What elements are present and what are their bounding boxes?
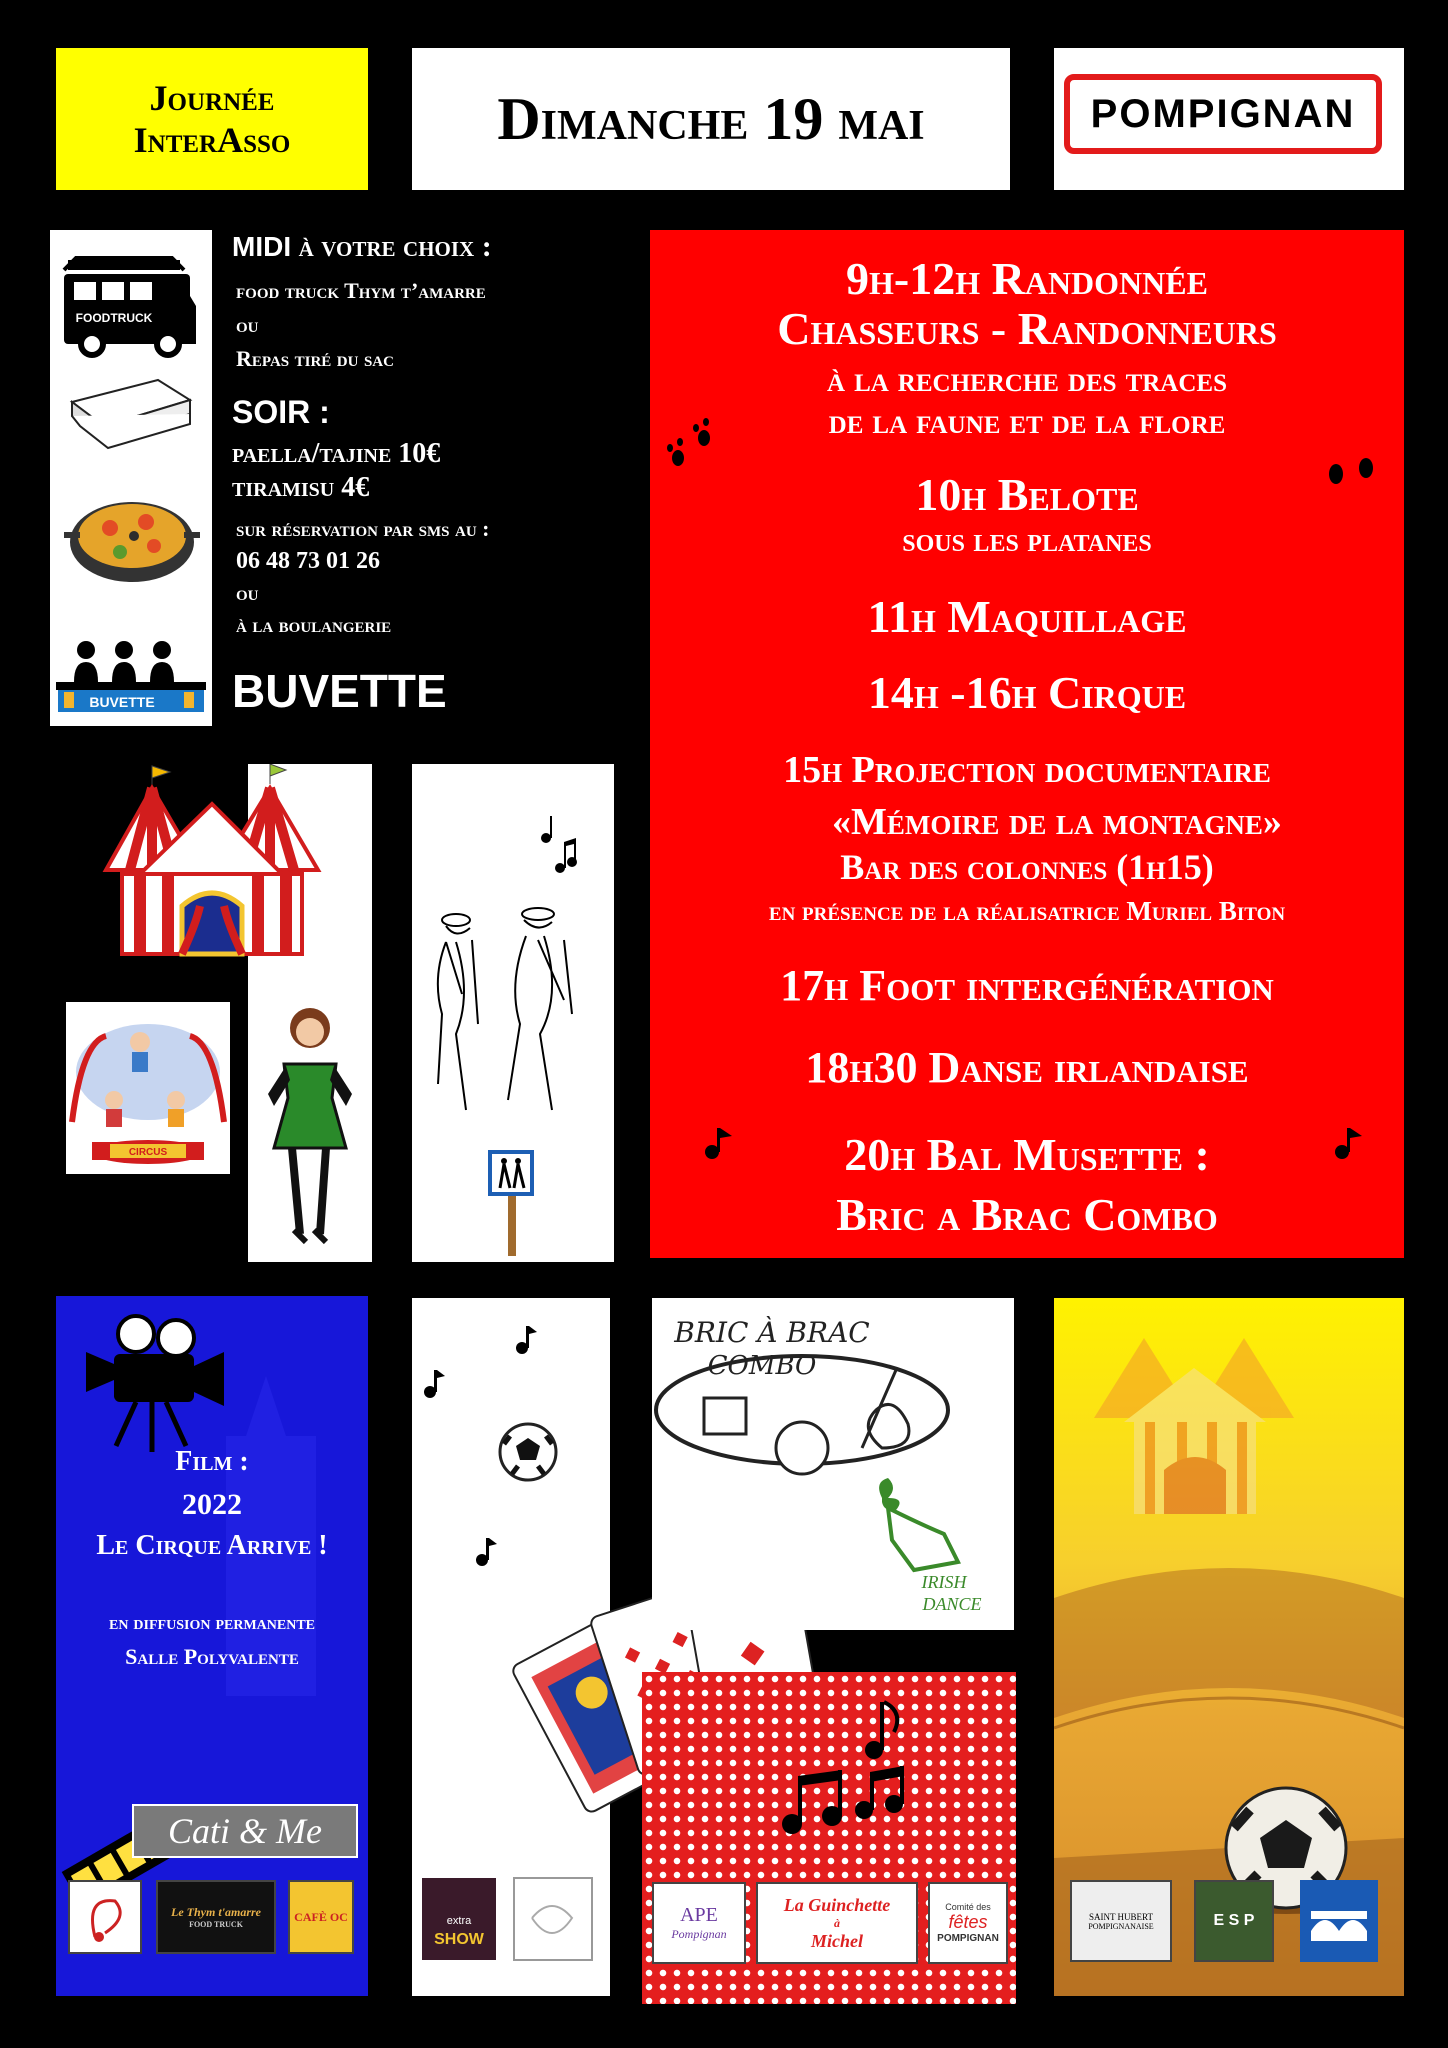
band-panel	[652, 1298, 1014, 1630]
program-hike-desc2: de la faune et de la flore	[828, 401, 1226, 441]
program-hike: 9h-12h Randonnée	[846, 253, 1208, 304]
buvette-icon	[56, 641, 206, 712]
film-room: Salle Polyvalente	[125, 1644, 299, 1669]
irish-dance-line2: DANCE	[922, 1594, 982, 1614]
packed-lunch-option: Repas tiré du sac	[236, 346, 394, 371]
event-date-text: Dimanche 19 mai	[497, 85, 925, 152]
town-box	[1054, 48, 1404, 190]
buvette-icon-label: BUVETTE	[89, 694, 155, 710]
irish-dance-logo	[879, 1478, 981, 1614]
or-text-1: ou	[236, 312, 259, 337]
town-name: POMPIGNAN	[1090, 91, 1356, 136]
hikers-image	[412, 764, 614, 1262]
bakery-text: à la boulangerie	[236, 612, 392, 637]
band-logo-line2: COMBO	[707, 1351, 817, 1381]
program-projection: 15h Projection documentaire	[783, 749, 1271, 791]
program-band: Bric a Brac Combo	[836, 1189, 1218, 1240]
film-diffusion: en diffusion permanente	[108, 1612, 315, 1634]
circus-kids-panel	[66, 1002, 230, 1174]
thym-tamarre-logo: Le Thym t'amarre FOOD TRUCK	[156, 1880, 276, 1954]
program-hike-org: Chasseurs - Randonneurs	[777, 303, 1277, 354]
music-note-icon	[541, 816, 577, 873]
program-decor	[650, 230, 1404, 1258]
film-label: Film :	[175, 1446, 249, 1477]
food-info	[232, 226, 652, 726]
drum-icon	[776, 1422, 828, 1474]
soir-heading: SOIR :	[232, 394, 330, 430]
music-note-icon	[782, 1702, 904, 1834]
program-panel	[650, 230, 1404, 1258]
music-assoc-logo	[68, 1880, 142, 1954]
reservation-text: sur réservation par sms au :	[236, 516, 490, 541]
program-belote-place: sous les platanes	[902, 522, 1152, 559]
film-name: Le Cirque Arrive !	[96, 1530, 328, 1561]
midi-heading: MIDI à votre choix :	[232, 230, 492, 263]
movie-camera-icon	[86, 1316, 224, 1452]
tiramisu-price: tiramisu 4€	[232, 472, 370, 503]
hikers-drawing	[438, 908, 572, 1110]
program-hike-desc1: à la recherche des traces	[827, 359, 1227, 399]
program-circus: 14h -16h Cirque	[867, 667, 1187, 718]
music-note-icon	[705, 1128, 1362, 1159]
film-panel	[56, 1296, 368, 1996]
food-truck-icon-label: FOODTRUCK	[75, 311, 153, 325]
irish-dance-line1: IRISH	[921, 1572, 967, 1592]
esp-logo: E S P	[1194, 1880, 1274, 1962]
stadium-panel	[1054, 1298, 1404, 1996]
program-football: 17h Foot intergénération	[780, 961, 1274, 1010]
sandwich-icon	[72, 380, 190, 448]
buvette-text: BUVETTE	[232, 665, 447, 717]
hoof-print-icon	[1329, 458, 1373, 484]
soccer-ball-icon	[500, 1424, 556, 1480]
program-belote: 10h Belote	[915, 469, 1139, 520]
band-logo-image	[652, 1298, 1014, 1630]
program-film-title: «Mémoire de la montagne»	[832, 801, 1282, 843]
comite-fetes-logo: Comité des fêtes POMPIGNAN	[928, 1882, 1008, 1964]
ape-logo: APE Pompignan	[652, 1882, 746, 1964]
circus-tent-image	[100, 764, 324, 960]
program-ball: 20h Bal Musette :	[844, 1129, 1210, 1180]
film-year: 2022	[182, 1488, 242, 1521]
phone-number: 06 48 73 01 26	[236, 548, 380, 574]
hikers-panel	[412, 764, 614, 1262]
saint-hubert-logo: SAINT HUBERT POMPIGNANAISE	[1070, 1880, 1172, 1962]
paw-print-icon	[667, 418, 710, 466]
band-logo-line1: BRIC À BRAC	[674, 1316, 870, 1349]
food-truck-icon	[64, 258, 196, 355]
faded-circus-tent	[1094, 1338, 1294, 1514]
or-text-2: ou	[236, 580, 259, 605]
svg-text:SHOW: SHOW	[434, 1931, 484, 1948]
sketch-logo	[514, 1878, 592, 1960]
accordion-icon	[704, 1398, 746, 1434]
event-title-box	[56, 48, 368, 190]
extra-show-logo	[422, 1878, 496, 1960]
food-icons-panel	[50, 230, 212, 726]
food-truck-option: food truck Thym t’amarre	[236, 278, 486, 303]
program-bar: Bar des colonnes (1h15)	[840, 847, 1214, 887]
program-director: en présence de la réalisatrice Muriel Biton	[768, 896, 1286, 926]
town-sign	[1064, 74, 1382, 154]
paella-icon	[64, 502, 200, 582]
circus-kids-image	[66, 1002, 230, 1174]
cati-me-logo: Cati & Me	[132, 1804, 358, 1858]
hiking-sign-icon	[488, 1150, 534, 1256]
event-title-line1: Journée	[149, 78, 275, 118]
svg-text:extra: extra	[446, 1915, 472, 1927]
guitar-icon	[862, 1370, 909, 1448]
guinchette-logo: La Guinchette à Michel	[756, 1882, 918, 1964]
food-icons-svg	[50, 230, 212, 726]
circus-sign: CIRCUS	[128, 1147, 168, 1158]
event-title-line2: InterAsso	[133, 120, 291, 160]
program-makeup: 11h Maquillage	[867, 591, 1187, 642]
paella-price: paella/tajine 10€	[232, 438, 441, 469]
polka-dot-panel	[642, 1672, 1016, 2004]
cafe-oc-logo: CAFÈ OC	[288, 1880, 354, 1954]
town-crest-logo	[1300, 1880, 1378, 1962]
event-date	[412, 48, 1010, 190]
program-irish-dance: 18h30 Danse irlandaise	[805, 1043, 1249, 1092]
